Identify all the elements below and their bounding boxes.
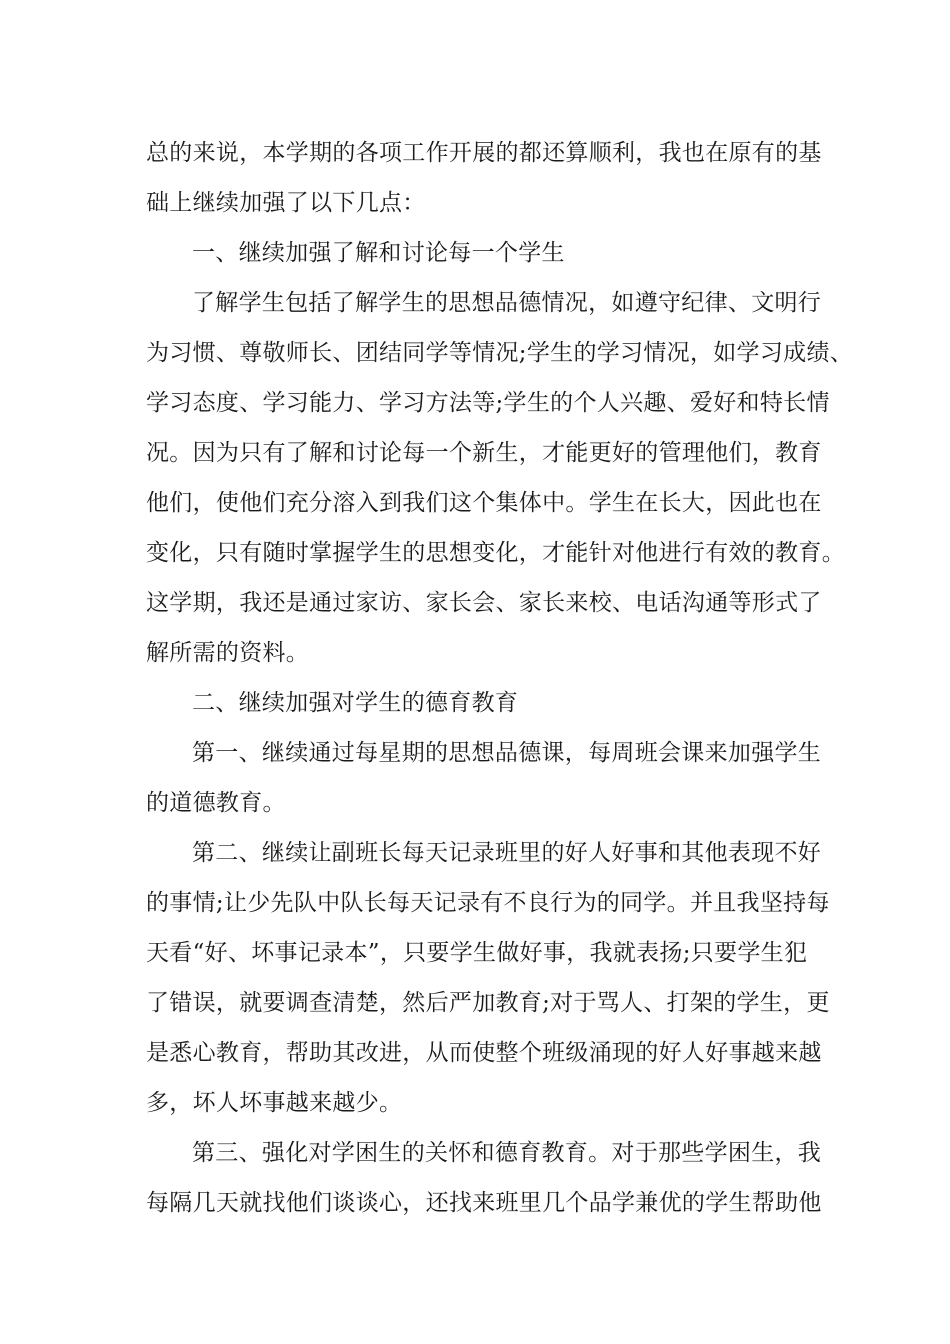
document-body: [146, 128, 854, 1228]
paragraph-line: 了解学生包括了解学生的思想品德情况，如遵守纪律、文明行: [192, 290, 822, 316]
paragraph-line: 天看“好、坏事记录本”，只要学生做好事，我就表扬;只要学生犯: [146, 940, 808, 966]
paragraph-line: 了错误，就要调查清楚，然后严加教育;对于骂人、打架的学生，更: [146, 990, 830, 1016]
paragraph-line: 况。因为只有了解和讨论每一个新生，才能更好的管理他们，教育: [146, 440, 822, 466]
paragraph-line: 的道德教育。: [146, 790, 286, 816]
paragraph-line: 解所需的资料。: [146, 640, 310, 666]
paragraph-line: 第二、继续让副班长每天记录班里的好人好事和其他表现不好: [192, 840, 822, 866]
paragraph-line: 为习惯、尊敬师长、团结同学等情况;学生的学习情况，如学习成绩、: [146, 340, 854, 366]
paragraph-line: 他们，使他们充分溶入到我们这个集体中。学生在长大，因此也在: [146, 490, 822, 516]
paragraph-line: 第一、继续通过每星期的思想品德课，每周班会课来加强学生: [192, 740, 822, 766]
paragraph-line: 是悉心教育，帮助其改进，从而使整个班级涌现的好人好事越来越: [146, 1040, 822, 1066]
paragraph-line: 的事情;让少先队中队长每天记录有不良行为的同学。并且我坚持每: [146, 890, 830, 916]
paragraph-line: 这学期，我还是通过家访、家长会、家长来校、电话沟通等形式了: [146, 590, 822, 616]
paragraph-line: 每隔几天就找他们谈谈心，还找来班里几个品学兼优的学生帮助他: [146, 1190, 822, 1216]
section-heading: 二、继续加强对学生的德育教育: [192, 690, 519, 716]
paragraph-line: 第三、强化对学困生的关怀和德育教育。对于那些学困生，我: [192, 1140, 822, 1166]
paragraph-line: 变化，只有随时掌握学生的思想变化，才能针对他进行有效的教育。: [146, 540, 845, 566]
paragraph-line: 多，坏人坏事越来越少。: [146, 1090, 403, 1116]
paragraph-line: 础上继续加强了以下几点：: [146, 190, 426, 216]
section-heading: 一、继续加强了解和讨论每一个学生: [192, 240, 565, 266]
paragraph-line: 总的来说，本学期的各项工作开展的都还算顺利，我也在原有的基: [146, 140, 822, 166]
paragraph-line: 学习态度、学习能力、学习方法等;学生的个人兴趣、爱好和特长情: [146, 390, 830, 416]
